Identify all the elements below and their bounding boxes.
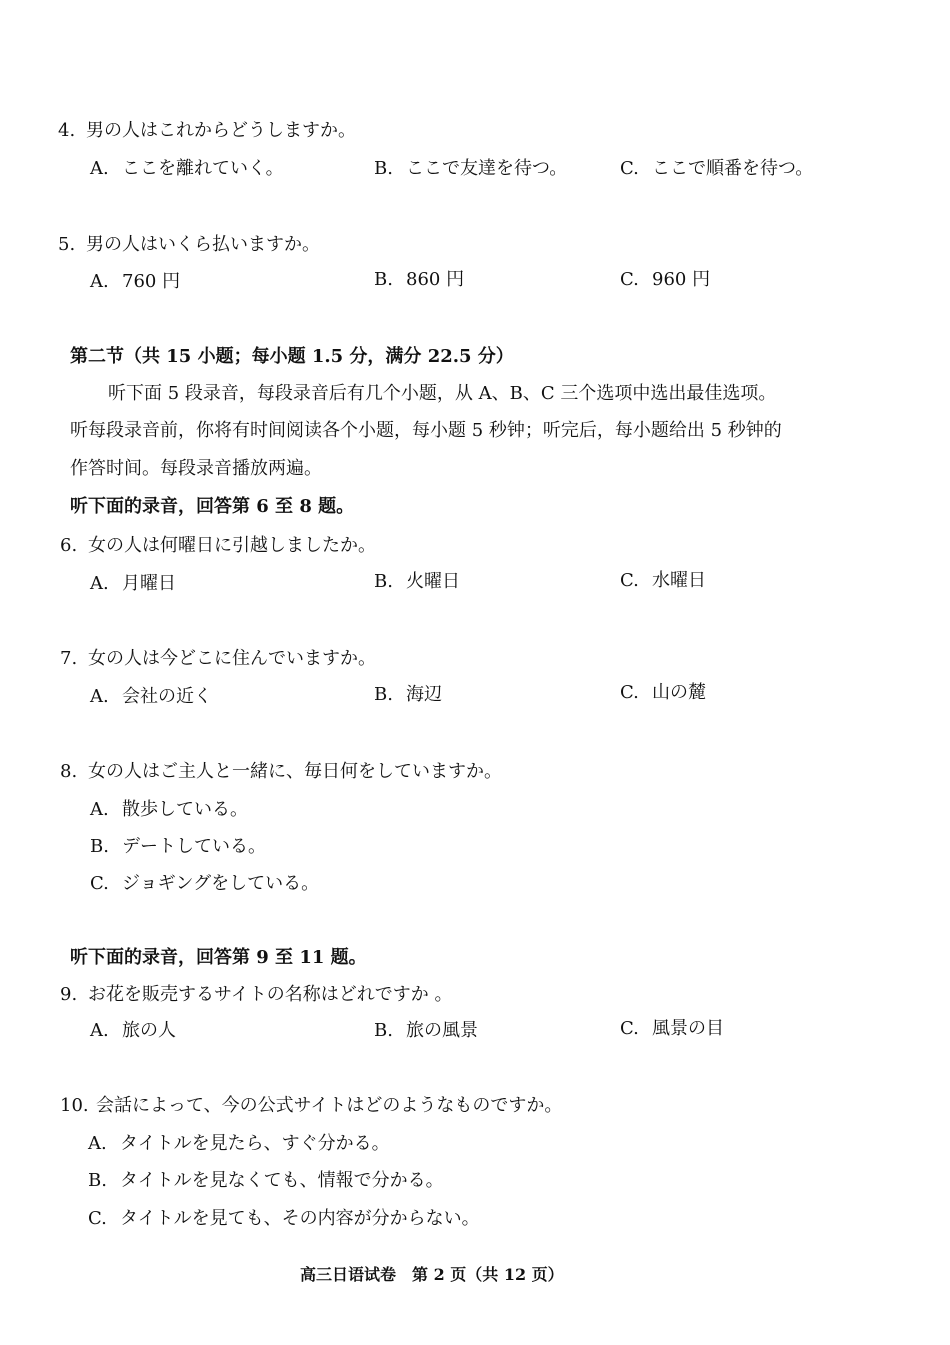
q6-option-a[interactable] [90, 569, 176, 595]
q10-option-b[interactable] [88, 1166, 444, 1192]
q7-option-a[interactable] [90, 682, 212, 708]
option-text: 風景の目 [652, 1018, 724, 1039]
q4-option-b[interactable] [374, 154, 567, 180]
q9-option-b[interactable] [374, 1016, 478, 1042]
page-footer: 高三日语试卷 第 2 页（共 12 页） [300, 1265, 564, 1284]
option-text: タイトルを見たら、すぐ分かる。 [120, 1133, 390, 1154]
option-text: 760 円 [122, 271, 181, 292]
question-text: 女の人は今どこに住んでいますか。 [88, 648, 376, 669]
question-number: 4. [58, 120, 76, 141]
option-letter: C. [620, 570, 639, 591]
q4-option-c[interactable] [620, 154, 813, 180]
q6-option-c[interactable] [620, 566, 706, 592]
option-text: 海辺 [406, 684, 442, 705]
question-number: 6. [60, 535, 78, 556]
question-4 [58, 116, 356, 142]
question-number: 10. [60, 1095, 89, 1116]
option-letter: A. [88, 1133, 107, 1154]
option-text: 860 円 [406, 269, 465, 290]
option-letter: A. [90, 158, 109, 179]
q8-option-b[interactable] [90, 832, 266, 858]
option-text: 旅の人 [122, 1020, 176, 1041]
option-text: 水曜日 [652, 570, 706, 591]
question-9 [60, 980, 452, 1006]
q8-option-c[interactable] [90, 869, 319, 895]
option-letter: A. [90, 573, 109, 594]
option-text: 火曜日 [406, 571, 460, 592]
q7-option-b[interactable] [374, 680, 442, 706]
option-letter: A. [90, 1020, 109, 1041]
question-5 [58, 230, 320, 256]
option-text: ここで順番を待つ。 [652, 158, 814, 179]
option-text: デートしている。 [122, 836, 266, 857]
q9-option-a[interactable] [90, 1016, 176, 1042]
q5-option-a[interactable] [90, 267, 180, 293]
question-number: 8. [60, 761, 78, 782]
question-text: 女の人はご主人と一緒に、毎日何をしていますか。 [88, 761, 502, 782]
q6-option-b[interactable] [374, 567, 460, 593]
option-text: 山の麓 [652, 682, 706, 703]
option-letter: C. [620, 1018, 639, 1039]
q10-option-a[interactable] [88, 1129, 390, 1155]
option-text: ここで友達を待つ。 [406, 158, 568, 179]
option-letter: C. [620, 269, 639, 290]
q9-option-c[interactable] [620, 1014, 724, 1040]
option-letter: B. [88, 1170, 107, 1191]
q7-option-c[interactable] [620, 678, 706, 704]
option-text: ここを離れていく。 [122, 158, 284, 179]
question-8 [60, 757, 502, 783]
option-letter: B. [374, 571, 393, 592]
question-text: 会話によって、今の公式サイトはどのようなものですか。 [96, 1095, 563, 1116]
option-letter: A. [90, 799, 109, 820]
instruction-line-2: 听每段录音前，你将有时间阅读各个小题，每小题 5 秒钟；听完后，每小题给出 5 秒钟的 [70, 420, 782, 441]
question-text: 女の人は何曜日に引越しましたか。 [88, 535, 376, 556]
option-letter: B. [374, 684, 393, 705]
q4-option-a[interactable] [90, 154, 284, 180]
option-letter: C. [90, 873, 109, 894]
option-text: ジョギングをしている。 [122, 873, 320, 894]
option-text: 旅の風景 [406, 1020, 478, 1041]
option-text: 960 円 [652, 269, 711, 290]
option-text: 会社の近く [122, 686, 212, 707]
option-letter: C. [620, 682, 639, 703]
question-10 [60, 1091, 562, 1117]
instruction-line-3: 作答时间。每段录音播放两遍。 [70, 458, 322, 479]
section-heading: 第二节（共 15 小题；每小题 1.5 分，满分 22.5 分） [70, 346, 514, 367]
q10-option-c[interactable] [88, 1204, 480, 1230]
q5-option-c[interactable] [620, 265, 710, 291]
option-letter: A. [90, 686, 109, 707]
option-text: 月曜日 [122, 573, 176, 594]
option-letter: B. [90, 836, 109, 857]
option-text: タイトルを見ても、その内容が分からない。 [120, 1208, 480, 1229]
question-6 [60, 531, 376, 557]
group-heading-6-8: 听下面的录音，回答第 6 至 8 题。 [70, 496, 355, 517]
question-number: 5. [58, 234, 76, 255]
option-text: 散歩している。 [122, 799, 248, 820]
option-letter: A. [90, 271, 109, 292]
instruction-line-1: 听下面 5 段录音，每段录音后有几个小题，从 A、B、C 三个选项中选出最佳选项。 [108, 383, 777, 404]
question-text: お花を販売するサイトの名称はどれですか 。 [88, 984, 453, 1005]
option-letter: C. [88, 1208, 107, 1229]
option-letter: B. [374, 158, 393, 179]
question-number: 7. [60, 648, 78, 669]
option-letter: B. [374, 269, 393, 290]
option-letter: B. [374, 1020, 393, 1041]
option-letter: C. [620, 158, 639, 179]
option-text: タイトルを見なくても、情報で分かる。 [120, 1170, 444, 1191]
question-number: 9. [60, 984, 78, 1005]
q5-option-b[interactable] [374, 265, 464, 291]
question-text: 男の人はいくら払いますか。 [86, 234, 320, 255]
question-text: 男の人はこれからどうしますか。 [86, 120, 356, 141]
q8-option-a[interactable] [90, 795, 248, 821]
group-heading-9-11: 听下面的录音，回答第 9 至 11 题。 [70, 947, 367, 968]
question-7 [60, 644, 376, 670]
